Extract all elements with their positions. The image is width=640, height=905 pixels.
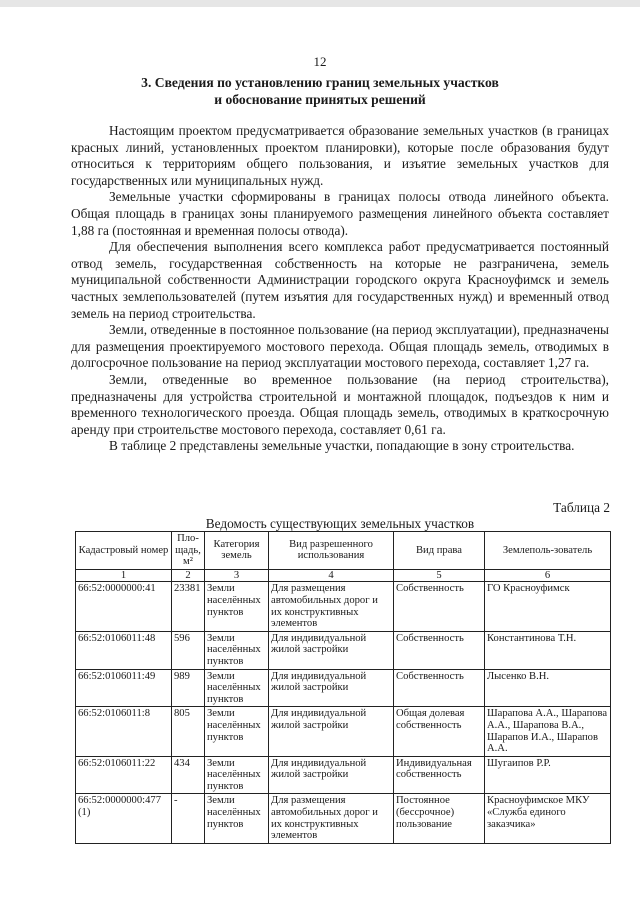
paragraph: Настоящим проектом предусматривается образование земельных участков (в границах красных линий, установленных проектом планировки), которые после образования будут относиться к территориям общего пользования, и изъятие земельных участков для государственных или муниципальных нужд. <box>71 123 609 188</box>
cell-cadastral-number: 66:52:0106011:48 <box>76 631 172 669</box>
table-label: Таблица 2 <box>553 500 610 515</box>
cell-right-type: Собственность <box>394 582 485 631</box>
paragraph: Для обеспечения выполнения всего комплекса работ предусматривается постоянный отвод земель, государственная собственность на которые не разграничена, земель муниципальной собственности Администрации городского округа Красноуфимск и земель частных землепользователей (путем изъятия для государственных нужд) и временный отвод земель на период строительства. <box>71 239 609 321</box>
section-heading <box>70 74 570 108</box>
cell-right-type: Индивидуальная собственность <box>394 756 485 794</box>
header-cadastral-number: Кадастровый номер <box>76 532 172 570</box>
paragraph: Земли, отведенные в постоянное пользование (на период эксплуатации), предназначены для размещения проектируемого мостового перехода. Общая площадь земель, отводимых в долгосрочное пользование на период эксплуатации мостового перехода, составляет 1,27 га. <box>71 322 609 371</box>
cell-land-category: Земли населённых пунктов <box>205 582 269 631</box>
cell-right-type: Общая долевая собственность <box>394 707 485 756</box>
cell-area: 23381 <box>172 582 205 631</box>
table-row <box>76 794 611 843</box>
cell-land-user: Константинова Т.Н. <box>485 631 611 669</box>
land-plots-table <box>75 531 611 844</box>
table-header-row <box>76 532 611 570</box>
cell-right-type: Собственность <box>394 669 485 707</box>
header-right-type: Вид права <box>394 532 485 570</box>
cell-area: 805 <box>172 707 205 756</box>
heading-line-2: и обоснование принятых решений <box>214 92 426 107</box>
heading-line-1: 3. Сведения по установлению границ земельных участков <box>141 75 499 90</box>
cell-permitted-use: Для индивидуальной жилой застройки <box>269 669 394 707</box>
cell-land-category: Земли населённых пунктов <box>205 631 269 669</box>
cell-cadastral-number: 66:52:0000000:477 (1) <box>76 794 172 843</box>
column-number: 5 <box>394 569 485 582</box>
paragraph: В таблице 2 представлены земельные участки, попадающие в зону строительства. <box>109 438 575 454</box>
header-land-user: Землеполь-зователь <box>485 532 611 570</box>
cell-land-category: Земли населённых пунктов <box>205 669 269 707</box>
paragraph: Земли, отведенные во временное пользование (на период строительства), предназначены для устройства строительной и монтажной площадок, подъездов к ним и временного технологического проезда. Общая площадь земель, отводимых в краткосрочную аренду при строительстве мостового перехода, составляет 0,61 га. <box>71 371 609 437</box>
cell-permitted-use: Для размещения автомобильных дорог и их конструктивных элементов <box>269 582 394 631</box>
cell-permitted-use: Для размещения автомобильных дорог и их конструктивных элементов <box>269 794 394 843</box>
cell-land-user: ГО Красноуфимск <box>485 582 611 631</box>
column-number: 4 <box>269 569 394 582</box>
header-area: Пло-щадь, м² <box>172 532 205 570</box>
header-land-category: Категория земель <box>205 532 269 570</box>
cell-permitted-use: Для индивидуальной жилой застройки <box>269 631 394 669</box>
cell-permitted-use: Для индивидуальной жилой застройки <box>269 707 394 756</box>
cell-area: 989 <box>172 669 205 707</box>
cell-land-user: Шарапова А.А., Шарапова А.А., Шарапова В.А., Шарапов И.А., Шарапов А.А. <box>485 707 611 756</box>
cell-land-category: Земли населённых пунктов <box>205 756 269 794</box>
column-number-row <box>76 569 611 582</box>
cell-area: 596 <box>172 631 205 669</box>
cell-cadastral-number: 66:52:0106011:22 <box>76 756 172 794</box>
cell-permitted-use: Для индивидуальной жилой застройки <box>269 756 394 794</box>
table-row <box>76 707 611 756</box>
cell-land-user: Красноуфимское МКУ «Служба единого заказчика» <box>485 794 611 843</box>
table-row <box>76 669 611 707</box>
cell-land-user: Шугаипов Р.Р. <box>485 756 611 794</box>
column-number: 3 <box>205 569 269 582</box>
table-row <box>76 756 611 794</box>
cell-cadastral-number: 66:52:0106011:8 <box>76 707 172 756</box>
cell-right-type: Постоянное (бессрочное) пользование <box>394 794 485 843</box>
header-permitted-use: Вид разрешенного использования <box>269 532 394 570</box>
cell-area: - <box>172 794 205 843</box>
cell-area: 434 <box>172 756 205 794</box>
cell-land-category: Земли населённых пунктов <box>205 707 269 756</box>
column-number: 2 <box>172 569 205 582</box>
page-number: 12 <box>313 54 327 69</box>
table-row <box>76 631 611 669</box>
column-number: 6 <box>485 569 611 582</box>
column-number: 1 <box>76 569 172 582</box>
paragraph: Земельные участки сформированы в границах полосы отвода линейного объекта. Общая площадь в границах зоны планируемого размещения линейного объекта составляет 1,88 га (постоянная и временная полосы отвода). <box>71 189 609 238</box>
cell-right-type: Собственность <box>394 631 485 669</box>
body-text <box>71 123 609 455</box>
cell-land-user: Лысенко В.Н. <box>485 669 611 707</box>
table-row <box>76 582 611 631</box>
table-caption: Ведомость существующих земельных участков <box>205 516 475 531</box>
cell-cadastral-number: 66:52:0106011:49 <box>76 669 172 707</box>
cell-land-category: Земли населённых пунктов <box>205 794 269 843</box>
cell-cadastral-number: 66:52:0000000:41 <box>76 582 172 631</box>
